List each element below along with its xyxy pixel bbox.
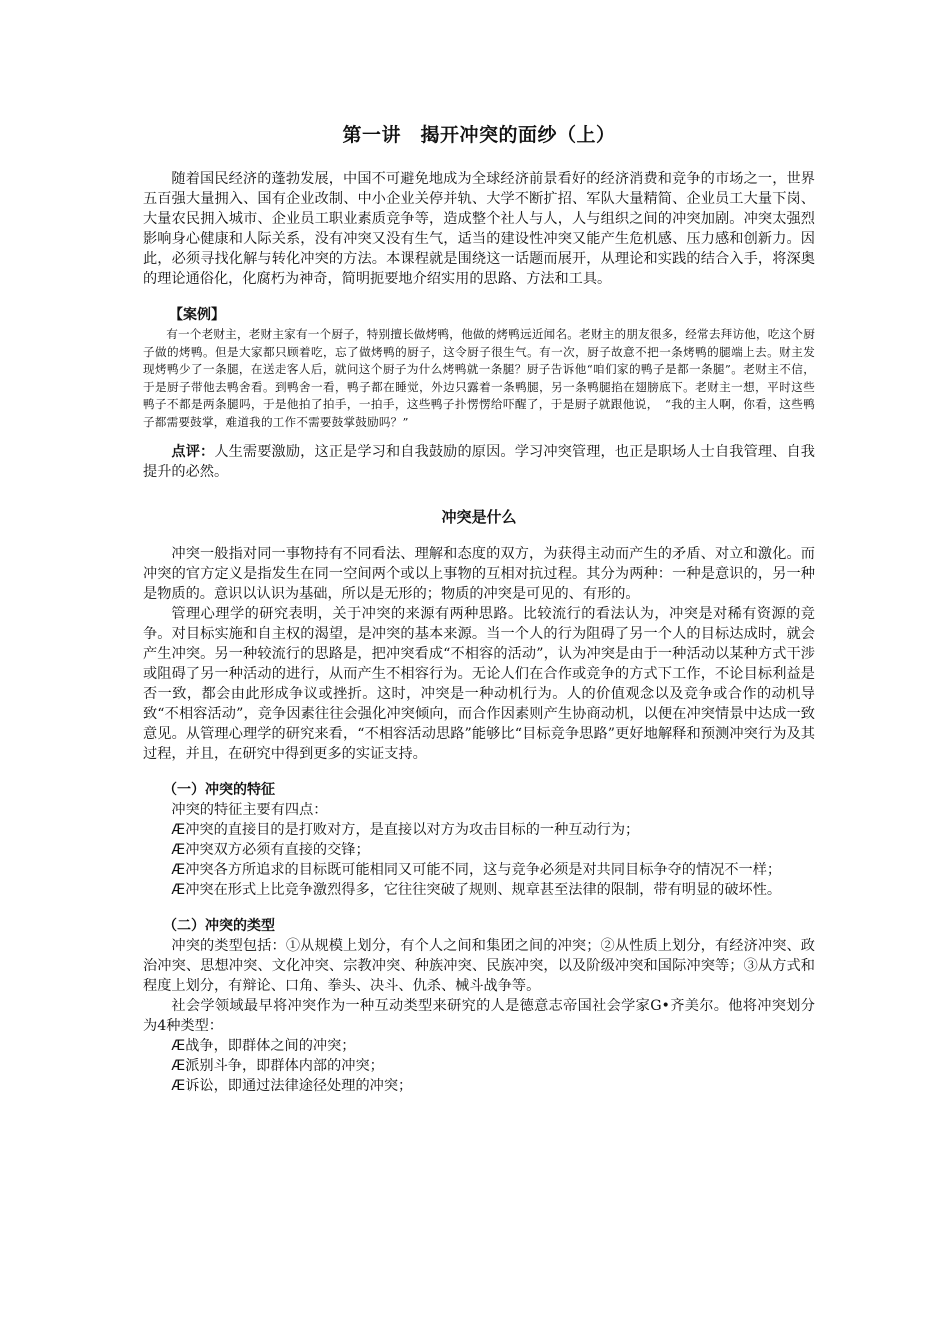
- list-item: Æ冲突在形式上比竞争激烈得多，它往往突破了规则、规章甚至法律的限制，带有明显的破坏性。: [171, 881, 782, 898]
- comment-label: 点评：: [171, 443, 215, 460]
- bullet-icon: Æ: [171, 1077, 186, 1094]
- bullet-icon: Æ: [171, 881, 186, 898]
- types-heading: （二）冲突的类型: [163, 917, 275, 934]
- list-item: Æ战争，即群体之间的冲突；: [171, 1037, 356, 1054]
- case-story: 有一个老财主，老财主家有一个厨子，特别擅长做烤鸭，他做的烤鸭远近闻名。老财主的朋友很多，经常去拜访他，吃这个厨子做的烤鸭。但是大家都只顾着吃，忘了做烤鸭的厨子，这令厨子很生气。有一次，厨子故意不把一条烤鸭的腿端上去。财主发现烤鸭少了一条腿，在送走客人后，就问这个厨子为什么烤鸭就一条腿？厨子告诉他“咱们家的鸭子是都一条腿”。老财主不信，于是厨子带他去鸭舍看。到鸭舍一看，鸭子都在睡觉，外边只露着一条鸭腿，另一条鸭腿掐在翅膀底下。老财主一想，平时这些鸭子不都是两条腿吗，于是他拍了拍手，一拍手，这些鸭子扑愣愣给吓醒了，于是厨子就跟他说， “我的主人啊，你看，这些鸭子都需要鼓掌，难道我的工作不需要鼓掌鼓励吗？”: [143, 327, 815, 429]
- case-heading: 【案例】: [169, 307, 225, 323]
- bullet-icon: Æ: [171, 1057, 186, 1074]
- features-intro: 冲突的特征主要有四点：: [171, 801, 328, 818]
- intro-paragraph: 随着国民经济的蓬勃发展，中国不可避免地成为全球经济前景看好的经济消费和竞争的市场之一，世界五百强大量拥入、国有企业改制、中小企业关停并轨、大学不断扩招、军队大量精简、企业员工大量下岗、大量农民拥入城市、企业员工职业素质竞争等，造成整个社人与人，人与组织之间的冲突加剧。冲突太强烈影响身心健康和人际关系，没有冲突又没有生气，适当的建设性冲突又能产生危机感、压力感和创新力。因此，必须寻找化解与转化冲突的方法。本课程就是围绕这一话题而展开，从理论和实践的结合入手，将深奥的理论通俗化，化腐朽为神奇，简明扼要地介绍实用的思路、方法和工具。: [143, 171, 815, 287]
- list-item: Æ诉讼，即通过法律途径处理的冲突；: [171, 1077, 413, 1094]
- page-title: 第一讲 揭开冲突的面纱（上）: [342, 124, 616, 146]
- bullet-icon: Æ: [171, 841, 186, 858]
- comment-paragraph: [143, 442, 815, 482]
- bullet-icon: Æ: [171, 821, 186, 838]
- comment-text: 人生需要激励，这正是学习和自我鼓励的原因。学习冲突管理，也正是职场人士自我管理、自我提升的必然。: [143, 443, 815, 480]
- list-item: Æ派别斗争，即群体内部的冲突；: [171, 1057, 384, 1074]
- types-paragraph: 冲突的类型包括：①从规模上划分，有个人之间和集团之间的冲突；②从性质上划分，有经济冲突、政治冲突、思想冲突、文化冲突、宗教冲突、种族冲突、民族冲突，以及阶级冲突和国际冲突等；③从方式和程度上划分，有辩论、口角、拳头、决斗、仇杀、械斗战争等。: [143, 937, 815, 994]
- bullet-icon: Æ: [171, 861, 186, 878]
- simmel-paragraph: 社会学领域最早将冲突作为一种互动类型来研究的人是德意志帝国社会学家G•齐美尔。他将冲突划分为4种类型：: [143, 997, 815, 1034]
- list-item: Æ冲突的直接目的是打败对方，是直接以对方为攻击目标的一种互动行为；: [171, 821, 640, 838]
- section-title: 冲突是什么: [441, 507, 517, 526]
- list-item: Æ冲突各方所追求的目标既可能相同又可能不同，这与竞争必须是对共同目标争夺的情况不一样；: [171, 861, 782, 878]
- definition-paragraph: 冲突一般指对同一事物持有不同看法、理解和态度的双方，为获得主动而产生的矛盾、对立和激化。而冲突的官方定义是指发生在同一空间两个或以上事物的互相对抗过程。其分为两种：一种是意识的，另一种是物质的。意识以认识为基础，所以是无形的；物质的冲突是可见的、有形的。: [143, 545, 815, 602]
- document-page: [143, 120, 815, 1096]
- sources-paragraph: 管理心理学的研究表明，关于冲突的来源有两种思路。比较流行的看法认为，冲突是对稀有资源的竞争。对目标实施和自主权的渴望，是冲突的基本来源。当一个人的行为阻碍了另一个人的目标达成时，就会产生冲突。另一种较流行的思路是，把冲突看成“不相容的活动”，认为冲突是由于一种活动以某种方式干涉或阻碍了另一种活动的进行，从而产生不相容行为。无论人们在合作或竞争的方式下工作，不论目标利益是否一致，都会由此形成争议或挫折。这时，冲突是一种动机行为。人的价值观念以及竞争或合作的动机导致“不相容活动”，竞争因素往往会强化冲突倾向，而合作因素则产生协商动机，以便在冲突情景中达成一致意见。从管理心理学的研究来看，“不相容活动思路”能够比“目标竞争思路”更好地解释和预测冲突行为及其过程，并且，在研究中得到更多的实证支持。: [143, 605, 815, 762]
- features-heading: （一）冲突的特征: [163, 781, 275, 798]
- list-item: Æ冲突双方必须有直接的交锋；: [171, 841, 370, 858]
- bullet-icon: Æ: [171, 1037, 186, 1054]
